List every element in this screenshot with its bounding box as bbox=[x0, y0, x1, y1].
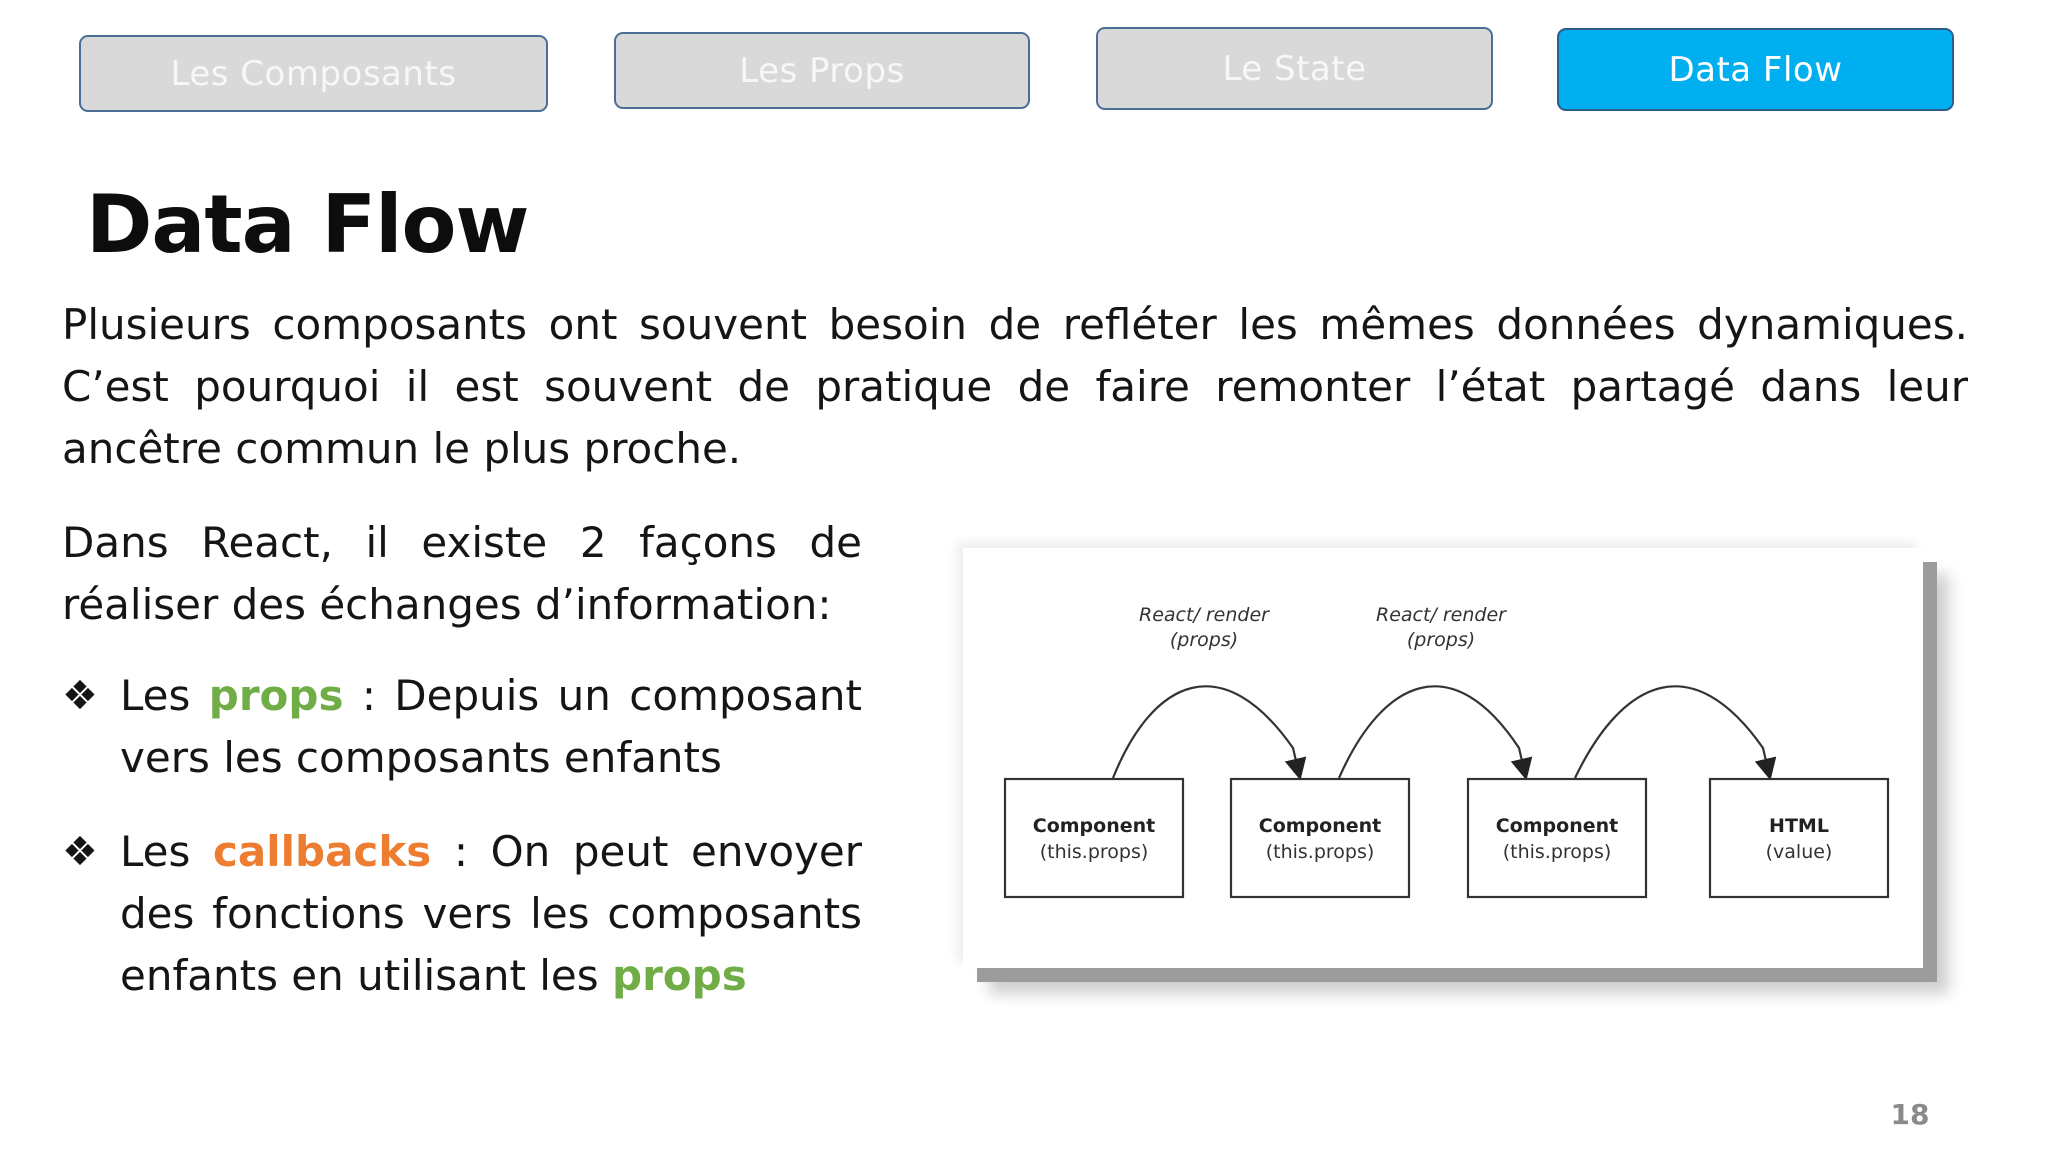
box-1-title: Component bbox=[1032, 815, 1156, 837]
keyword-callbacks: callbacks bbox=[212, 827, 432, 876]
arrow-label-2-line1: React/ render bbox=[1376, 604, 1506, 626]
arrow-label-1-line1: React/ render bbox=[1139, 604, 1269, 626]
box-4-subtitle: (value) bbox=[1765, 841, 1833, 863]
render-arrow-3 bbox=[1575, 686, 1769, 778]
keyword-props: props bbox=[208, 671, 344, 720]
component-box-2 bbox=[1231, 779, 1409, 897]
bullet-callbacks-text: Les callbacks : On peut envoyer des fonctions vers les composants enfants en utilisant les props bbox=[120, 827, 862, 1000]
diagram-svg bbox=[963, 548, 1923, 968]
box-3-subtitle: (this.props) bbox=[1502, 841, 1612, 863]
data-flow-diagram bbox=[963, 548, 1923, 968]
page-title: Data Flow bbox=[86, 178, 529, 271]
box-1-subtitle: (this.props) bbox=[1039, 841, 1149, 863]
render-arrow-1 bbox=[1113, 686, 1299, 778]
box-3-title: Component bbox=[1495, 815, 1619, 837]
tab-les-composants[interactable]: Les Composants bbox=[79, 35, 548, 112]
arrow-label-1-line2: (props) bbox=[1169, 629, 1239, 651]
component-box-3 bbox=[1468, 779, 1646, 897]
component-box-1 bbox=[1005, 779, 1183, 897]
box-4-title: HTML bbox=[1769, 815, 1829, 837]
diamond-bullet-icon: ❖ bbox=[62, 829, 98, 875]
tab-data-flow[interactable]: Data Flow bbox=[1557, 28, 1954, 111]
html-box bbox=[1710, 779, 1888, 897]
arrow-label-2-line2: (props) bbox=[1406, 629, 1476, 651]
box-2-subtitle: (this.props) bbox=[1265, 841, 1375, 863]
page-number: 18 bbox=[1890, 1098, 1930, 1131]
tab-le-state[interactable]: Le State bbox=[1096, 27, 1493, 110]
intro-paragraph: Plusieurs composants ont souvent besoin de refléter les mêmes données dynamiques. C’est pourquoi il est souvent de pratique de faire remonter l’état partagé dans leur ancêtre commun le plus proche. bbox=[62, 300, 1968, 473]
tab-les-props[interactable]: Les Props bbox=[614, 32, 1030, 109]
box-2-title: Component bbox=[1258, 815, 1382, 837]
bullet-callbacks bbox=[62, 821, 862, 1007]
bullet-props-text: Les props : Depuis un composant vers les composants enfants bbox=[120, 671, 863, 782]
ways-intro: Dans React, il existe 2 façons de réaliser des échanges d’information: bbox=[62, 518, 862, 629]
bullet-props bbox=[62, 665, 862, 789]
render-arrow-2 bbox=[1339, 686, 1525, 778]
keyword-props-2: props bbox=[612, 951, 747, 1000]
diamond-bullet-icon: ❖ bbox=[62, 673, 98, 719]
